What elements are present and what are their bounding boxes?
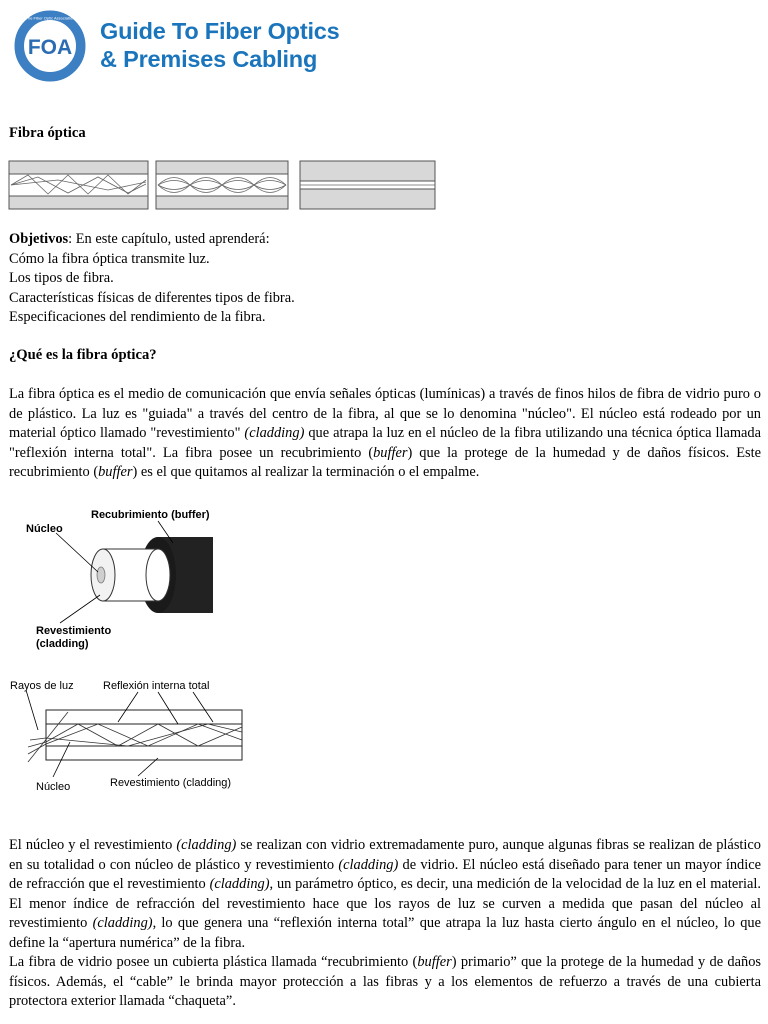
label-core: Núcleo [26, 523, 63, 535]
buffer-paragraph: La fibra de vidrio posee un cubierta plástica llamada “recubrimiento (buffer) primario” que la protege de la humedad y de daños físicos. Además, el “cable” le brinda mayor protección a las fibras y a los elementos de refuerzo a través de una cubierta protectora exterior llamada “chaqueta”. [9, 954, 762, 1009]
core-cladding-paragraph: El núcleo y el revestimiento (cladding) se realizan con vidrio extremadamente puro, aunque algunas fibras se realizan de plástico en su totalidad o con núcleo de plástico y revestimiento (cladding) de vidrio. El núcleo está diseñado para tener un mayor índice de refracción que el revestimiento (cladding), un parámetro óptico, es decir, una medición de la velocidad de la luz en el material. El menor índice de refracción del revestimiento hace que los rayos de luz se curven a medida que pasan del núcleo al revestimiento (cladding), lo que genera una “reflexión interna total” que atrapa la luz hasta cierto ángulo en el núcleo, lo que define la “apertura numérica” de la fibra. [9, 837, 762, 951]
objectives-label: Objetivos [9, 231, 69, 247]
label-rays: Rayos de luz [10, 680, 74, 692]
section-heading: Fibra óptica [9, 125, 86, 141]
objective-item: Especificaciones del rendimiento de la fibra. [9, 309, 266, 325]
site-title [100, 17, 340, 73]
intro-paragraph: La fibra óptica es el medio de comunicación que envía señales ópticas (lumínicas) a través de finos hilos de fibra de vidrio puro o de plástico. La luz es "guiada" a través del centro de la fibra, al que se lo denomina "núcleo". El núcleo está rodeado por un material óptico llamado "revestimiento" (cladding) que atrapa la luz en el núcleo de la fibra utilizando una técnica óptica llamada "reflexión interna total". La fibra posee un recubrimiento (buffer) que la protege de la humedad y de daños físicos. Este recubrimiento (buffer) es el que quitamos al realizar la terminación o el empalme. [9, 386, 762, 480]
site-title-line1: Guide To Fiber Optics [100, 18, 340, 44]
label-cladding: Revestimiento [36, 625, 112, 637]
label-tir: Reflexión interna total [103, 680, 210, 692]
site-title-line2: & Premises Cabling [100, 46, 318, 72]
label-buffer: Recubrimiento (buffer) [91, 509, 210, 521]
objectives-intro: Objetivos: En este capítulo, usted aprenderá: [9, 231, 270, 247]
label-cladding-tir: Revestimiento (cladding) [110, 777, 232, 789]
objective-item: Cómo la fibra óptica transmite luz. [9, 250, 210, 267]
logo-ring-text: The Fiber Optic Association [25, 15, 75, 21]
label-cladding-en: (cladding) [36, 638, 89, 650]
objectives-block [9, 230, 749, 328]
question-heading: ¿Qué es la fibra óptica? [9, 347, 157, 363]
graded-index-fiber-diagram [156, 161, 288, 209]
fiber-types-illustration [8, 160, 438, 212]
total-internal-reflection-diagram [8, 672, 258, 797]
logo-text: FOA [27, 36, 73, 59]
foa-logo [10, 10, 95, 82]
objective-item: Características físicas de diferentes tipos de fibra. [9, 289, 295, 306]
step-index-fiber-diagram [9, 161, 148, 209]
fiber-structure-diagram [8, 495, 268, 660]
objective-item: Los tipos de fibra. [9, 270, 114, 286]
label-core-tir: Núcleo [36, 781, 71, 793]
single-mode-fiber-diagram [300, 161, 435, 209]
